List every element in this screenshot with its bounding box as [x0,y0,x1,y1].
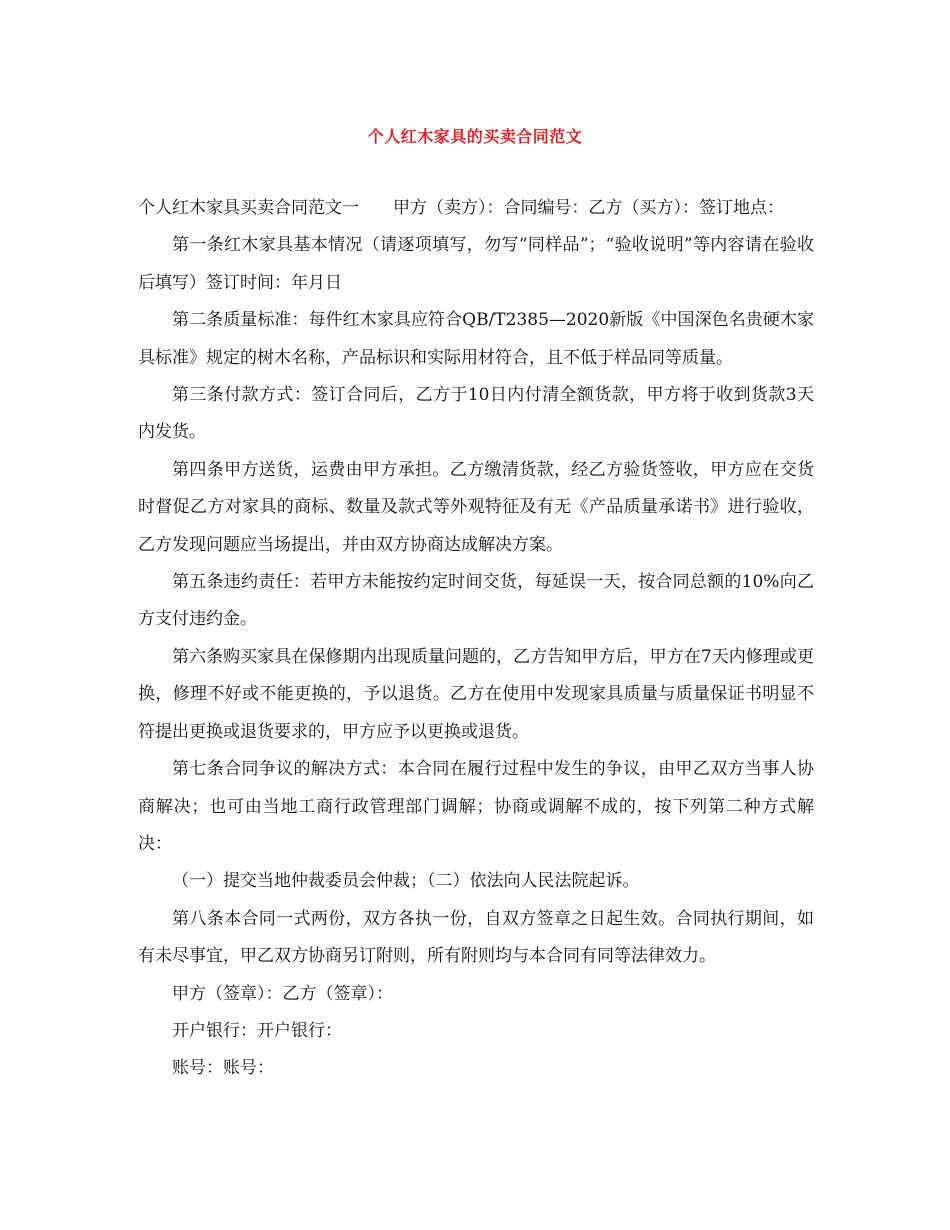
paragraph-article-1: 第一条红木家具基本情况（请逐项填写，勿写“同样品”；“验收说明”等内容请在验收后填写）签订时间：年月日 [138,235,814,293]
paragraph-account: 账号：账号： [172,1058,274,1079]
paragraph-article-8: 第八条本合同一式两份，双方各执一份，自双方签章之日起生效。合同执行期间，如有未尽事宜，甲乙双方协商另订附则，所有附则均与本合同有同等法律效力。 [138,908,814,967]
paragraph-bank: 开户银行：开户银行： [172,1020,342,1041]
paragraph-article-4: 第四条甲方送货，运费由甲方承担。乙方缴清货款，经乙方验货签收，甲方应在交货时督促乙方对家具的商标、数量及款式等外观特征及有无《产品质量承诺书》进行验收，乙方发现问题应当场提出，并由双方协商达成解决方案。 [138,459,814,555]
document-title: 个人红木家具的买卖合同范文 [367,127,583,146]
paragraph-signatures: 甲方（签章）：乙方（签章）： [172,983,393,1004]
paragraph-header: 个人红木家具买卖合同范文一 甲方（卖方）：合同编号：乙方（买方）：签订地点： [138,198,784,218]
paragraph-dispute-options: （一）提交当地仲裁委员会仲裁；（二）依法向人民法院起诉。 [172,871,640,892]
paragraph-article-2: 第二条质量标准：每件红木家具应符合QB/T2385—2020新版《中国深色名贵硬木家具标准》规定的树木名称，产品标识和实际用材符合，且不低于样品同等质量。 [138,310,814,368]
paragraph-article-3: 第三条付款方式：签订合同后，乙方于10日内付清全额货款，甲方将于收到货款3天内发货。 [138,385,814,443]
document-body [138,190,814,1088]
paragraph-article-7: 第七条合同争议的解决方式：本合同在履行过程中发生的争议，由甲乙双方当事人协商解决；也可由当地工商行政管理部门调解；协商或调解不成的，按下列第二种方式解决： [138,759,814,854]
paragraph-article-5: 第五条违约责任：若甲方未能按约定时间交货，每延误一天，按合同总额的10%向乙方支付违约金。 [138,572,814,630]
paragraph-article-6: 第六条购买家具在保修期内出现质量问题的，乙方告知甲方后，甲方在7天内修理或更换，修理不好或不能更换的，予以退货。乙方在使用中发现家具质量与质量保证书明显不符提出更换或退货要求的，甲方应予以更换或退货。 [138,646,814,742]
